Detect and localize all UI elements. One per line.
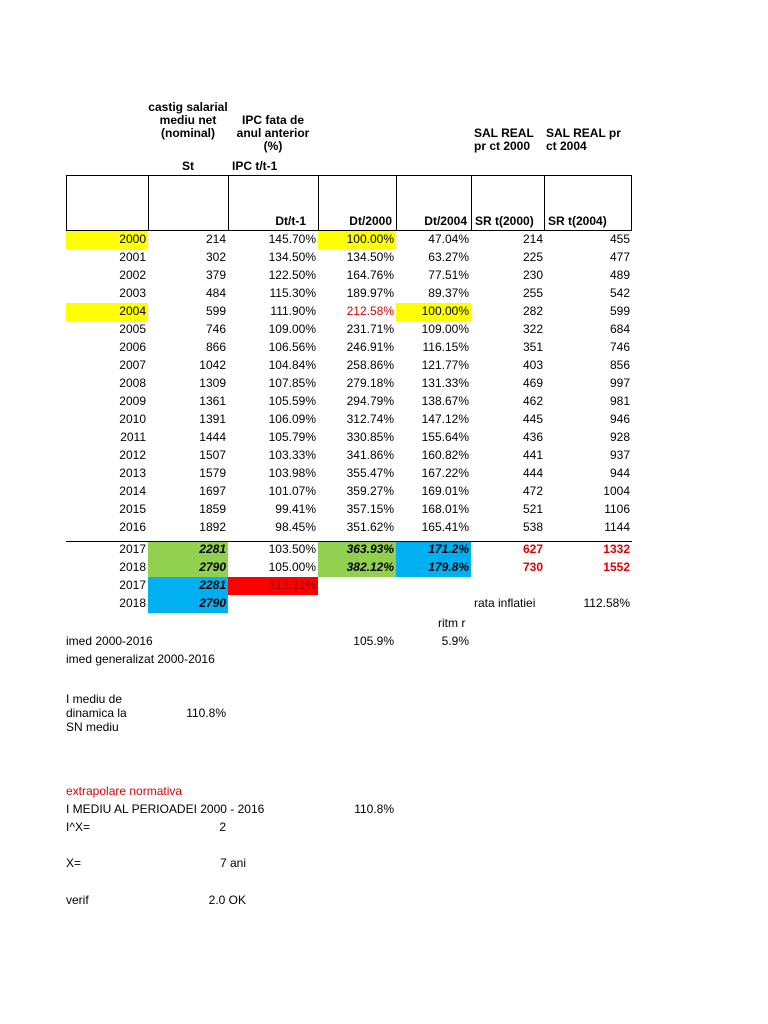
cell-d2000: 258.86% — [346, 358, 394, 372]
cell-st: 1309 — [199, 376, 226, 390]
cell-ipc: 105.00% — [268, 560, 316, 574]
header-ipc: IPC fata de anul anterior (%) — [236, 113, 310, 153]
cell-year: 2011 — [120, 430, 146, 444]
cell-year: 2008 — [119, 376, 146, 390]
x-value: 7 ani — [219, 856, 246, 870]
imed-generalized-label: imed generalizat 2000-2016 — [66, 652, 215, 666]
cell-d2000: 212.58% — [346, 304, 394, 318]
cell-d2004: 138.67% — [421, 394, 469, 408]
cell-sr2000: 445 — [522, 412, 543, 426]
rhythm-label: ritm r — [438, 616, 466, 630]
cell-d2000: 164.76% — [346, 268, 394, 282]
cell-sr2004: 489 — [609, 268, 630, 282]
cell-ipc: 106.56% — [268, 340, 316, 354]
cell-sr2004: 542 — [609, 286, 630, 300]
cell-d2000: 382.12% — [346, 560, 394, 574]
header-box-year — [66, 175, 149, 231]
index-mediu-value: 110.8% — [186, 706, 226, 720]
cell-d2000: 312.74% — [346, 412, 394, 426]
cell-ipc: 101.07% — [268, 484, 316, 498]
cell-st: 2790 — [199, 596, 226, 610]
cell-d2004: 89.37% — [428, 286, 469, 300]
cell-year: 2010 — [119, 412, 146, 426]
cell-sr2000: 351 — [522, 340, 543, 354]
cell-sr2004: 684 — [609, 322, 630, 336]
inflation-label: rata inflatiei — [474, 596, 536, 610]
cell-d2004: 165.41% — [421, 520, 469, 534]
header-box-sr2004: SR t(2004) — [544, 175, 632, 231]
cell-st: 1892 — [199, 520, 226, 534]
cell-year: 2018 — [119, 560, 146, 574]
imed-value: 105.9% — [353, 634, 394, 648]
index-mediu-label: I mediu de dinamica la SN mediu — [66, 692, 127, 734]
cell-d2000: 294.79% — [346, 394, 394, 408]
cell-st: 1361 — [199, 394, 226, 408]
header-box-st — [148, 175, 229, 231]
cell-ipc: 134.50% — [268, 250, 316, 264]
header-earnings-symbol: St — [182, 159, 194, 173]
cell-sr2000: 462 — [522, 394, 543, 408]
cell-d2004: 47.04% — [428, 232, 469, 246]
cell-st: 746 — [205, 322, 226, 336]
cell-d2000: 246.91% — [346, 340, 394, 354]
cell-year: 2017 — [119, 542, 146, 556]
cell-sr2000: 225 — [522, 250, 543, 264]
cell-sr2004: 746 — [609, 340, 630, 354]
cell-d2000: 341.86% — [346, 448, 394, 462]
cell-st: 302 — [205, 250, 226, 264]
cell-d2004: 109.00% — [421, 322, 469, 336]
cell-sr2000: 730 — [522, 560, 543, 574]
extrapolation-title: extrapolare normativa — [66, 784, 183, 798]
cell-st: 1042 — [199, 358, 226, 372]
period-index-label: I MEDIU AL PERIOADEI 2000 - 2016 — [66, 802, 265, 816]
cell-d2004: 160.82% — [421, 448, 469, 462]
verif-value: 2.0 OK — [208, 893, 246, 907]
cell-sr2000: 214 — [522, 232, 543, 246]
cell-d2000: 359.27% — [346, 484, 394, 498]
ix-value: 2 — [219, 820, 226, 834]
cell-sr2004: 937 — [609, 448, 630, 462]
cell-sr2000: 255 — [522, 286, 543, 300]
cell-ipc: 103.33% — [268, 448, 316, 462]
cell-ipc: 122.50% — [268, 268, 316, 282]
cell-year: 2002 — [119, 268, 146, 282]
cell-st: 866 — [205, 340, 226, 354]
cell-st: 1697 — [199, 484, 226, 498]
header-earnings: castig salarial mediu net (nominal) — [148, 100, 228, 140]
cell-st: 1444 — [199, 430, 226, 444]
cell-st: 2790 — [199, 560, 226, 574]
cell-st: 599 — [205, 304, 226, 318]
cell-d2000: 279.18% — [346, 376, 394, 390]
cell-year: 2012 — [119, 448, 146, 462]
cell-d2000: 357.15% — [346, 502, 394, 516]
period-index-value: 110.8% — [354, 802, 394, 816]
cell-d2004: 169.01% — [421, 484, 469, 498]
cell-ipc: 105.59% — [268, 394, 316, 408]
cell-d2004: 147.12% — [421, 412, 469, 426]
cell-st: 379 — [205, 268, 226, 282]
cell-d2004: 155.64% — [421, 430, 469, 444]
cell-sr2004: 1552 — [603, 560, 630, 574]
cell-sr2004: 1106 — [604, 502, 630, 516]
cell-sr2004: 1332 — [603, 542, 630, 556]
cell-sr2000: 230 — [522, 268, 543, 282]
cell-sr2004: 856 — [609, 358, 630, 372]
cell-st: 1579 — [199, 466, 226, 480]
cell-d2000: 134.50% — [346, 250, 394, 264]
cell-sr2004: 946 — [609, 412, 630, 426]
cell-d2000: 355.47% — [346, 466, 394, 480]
cell-sr2004: 477 — [609, 250, 630, 264]
cell-sr2004: 1004 — [603, 484, 630, 498]
cell-d2000: 351.62% — [346, 520, 394, 534]
cell-ipc: 105.79% — [268, 430, 316, 444]
cell-ipc: 107.85% — [268, 376, 316, 390]
cell-year: 2014 — [119, 484, 146, 498]
header-box-sr2000: SR t(2000) — [471, 175, 545, 231]
cell-sr2000: 538 — [522, 520, 543, 534]
cell-year: 2015 — [119, 502, 146, 516]
cell-ipc: 109.00% — [268, 322, 316, 336]
cell-st: 2281 — [199, 542, 226, 556]
x-label: X= — [66, 856, 82, 870]
cell-year: 2013 — [119, 466, 146, 480]
cell-d2004: 121.77% — [421, 358, 469, 372]
cell-ipc: 111.90% — [270, 304, 316, 318]
cell-d2000: 231.71% — [346, 322, 394, 336]
ix-label: I^X= — [66, 820, 90, 834]
cell-d2004: 171.2% — [428, 542, 469, 556]
header-box-dt2004: Dt/2004 — [396, 175, 472, 231]
cell-ipc: 99.41% — [275, 502, 316, 516]
cell-d2004: 116.15% — [422, 340, 469, 354]
cell-sr2000: 322 — [522, 322, 543, 336]
cell-year: 2018 — [119, 596, 146, 610]
cell-st: 1507 — [199, 448, 226, 462]
cell-d2004: 168.01% — [421, 502, 469, 516]
cell-ipc: 145.70% — [268, 232, 316, 246]
imed-rhythm: 5.9% — [441, 634, 469, 648]
header-real-salary-2000: SAL REAL pr ct 2000 — [474, 126, 534, 153]
cell-st: 2281 — [199, 578, 226, 592]
cell-sr2004: 599 — [609, 304, 630, 318]
inflation-value: 112.58% — [583, 596, 630, 610]
cell-year: 2017 — [119, 578, 146, 592]
header-ipc-symbol: IPC t/t-1 — [232, 159, 278, 173]
cell-ipc: 103.98% — [268, 466, 316, 480]
cell-d2004: 77.51% — [428, 268, 469, 282]
cell-ipc: 115.30% — [269, 286, 316, 300]
cell-d2004: 131.33% — [421, 376, 469, 390]
cell-st: 1859 — [199, 502, 226, 516]
cell-d2000: 330.85% — [346, 430, 394, 444]
cell-ipc: 103.50% — [268, 542, 316, 556]
cell-sr2000: 444 — [522, 466, 543, 480]
cell-sr2000: 282 — [522, 304, 543, 318]
header-box-dt2000: Dt/2000 — [318, 175, 397, 231]
imed-label: imed 2000-2016 — [66, 634, 153, 648]
cell-sr2004: 981 — [609, 394, 630, 408]
cell-sr2000: 472 — [522, 484, 543, 498]
cell-d2000: 363.93% — [346, 542, 394, 556]
cell-sr2004: 928 — [609, 430, 630, 444]
cell-d2004: 167.22% — [421, 466, 469, 480]
cell-year: 2005 — [119, 322, 146, 336]
cell-ipc: 104.84% — [268, 358, 316, 372]
cell-d2000: 100.00% — [346, 232, 394, 246]
cell-ipc: 106.09% — [268, 412, 316, 426]
cell-d2004: 63.27% — [428, 250, 469, 264]
header-box-dt-t1: Dt/t-1 — [228, 175, 319, 231]
cell-year: 2016 — [119, 520, 146, 534]
cell-d2004: 179.8% — [428, 560, 469, 574]
cell-sr2000: 441 — [522, 448, 543, 462]
cell-d2000: 189.97% — [346, 286, 394, 300]
cell-year: 2007 — [119, 358, 146, 372]
verif-label: verif — [66, 893, 89, 907]
cell-sr2000: 436 — [522, 430, 543, 444]
cell-sr2004: 455 — [609, 232, 630, 246]
cell-year: 2009 — [119, 394, 146, 408]
cell-year: 2000 — [119, 232, 146, 246]
cell-year: 2003 — [119, 286, 146, 300]
cell-d2004: 100.00% — [421, 304, 469, 318]
cell-st: 214 — [205, 232, 226, 246]
cell-sr2000: 469 — [522, 376, 543, 390]
cell-st: 484 — [205, 286, 226, 300]
cell-sr2000: 521 — [522, 502, 543, 516]
cell-ipc: 98.45% — [275, 520, 316, 534]
cell-sr2000: 627 — [522, 542, 543, 556]
cell-sr2004: 997 — [609, 376, 630, 390]
cell-year: 2006 — [119, 340, 146, 354]
cell-year: 2004 — [119, 304, 146, 318]
cell-sr2004: 1144 — [604, 520, 630, 534]
cell-year: 2001 — [119, 250, 146, 264]
cell-st: 1391 — [199, 412, 226, 426]
cell-sr2004: 944 — [609, 466, 630, 480]
cell-ipc: 512.31% — [268, 578, 316, 592]
header-real-salary-2004: SAL REAL pr ct 2004 — [546, 126, 621, 153]
cell-sr2000: 403 — [522, 358, 543, 372]
